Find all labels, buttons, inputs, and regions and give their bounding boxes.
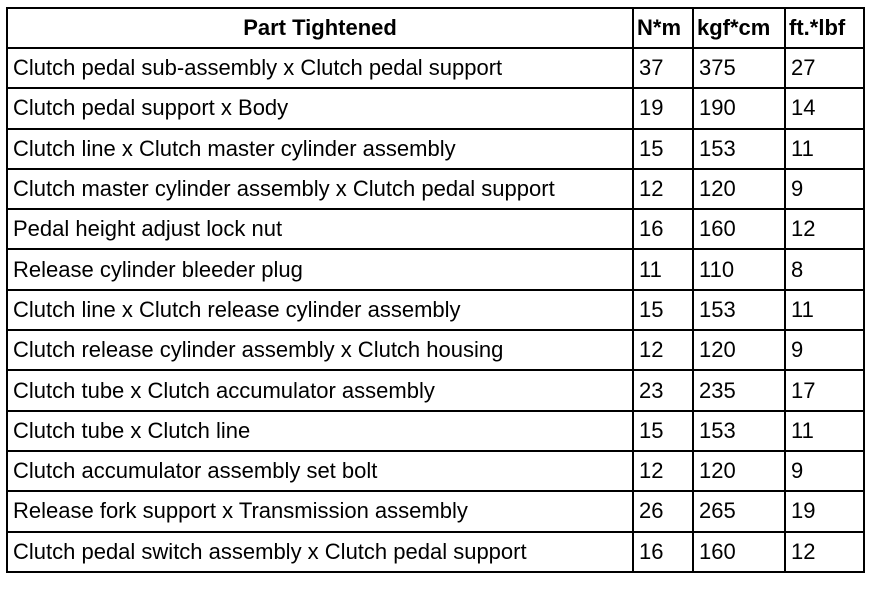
- table-row: [7, 532, 864, 572]
- table-row: [7, 411, 864, 451]
- ft-lbf-cell: 11: [785, 129, 864, 169]
- nm-cell: 12: [633, 330, 693, 370]
- table-row: [7, 209, 864, 249]
- kgf-cm-cell: 153: [693, 290, 785, 330]
- nm-cell: 26: [633, 491, 693, 531]
- header-ft-lbf: ft.*lbf: [785, 8, 864, 48]
- nm-cell: 16: [633, 209, 693, 249]
- part-cell: Clutch pedal sub-assembly x Clutch pedal support: [7, 48, 633, 88]
- part-cell: Release fork support x Transmission assembly: [7, 491, 633, 531]
- table-row: [7, 451, 864, 491]
- table-header: [7, 8, 864, 48]
- nm-cell: 11: [633, 249, 693, 289]
- nm-cell: 23: [633, 370, 693, 410]
- nm-cell: 15: [633, 411, 693, 451]
- ft-lbf-cell: 14: [785, 88, 864, 128]
- part-cell: Clutch pedal support x Body: [7, 88, 633, 128]
- kgf-cm-cell: 110: [693, 249, 785, 289]
- part-cell: Release cylinder bleeder plug: [7, 249, 633, 289]
- part-cell: Clutch master cylinder assembly x Clutch pedal support: [7, 169, 633, 209]
- header-newton-meter: N*m: [633, 8, 693, 48]
- table-body: [7, 48, 864, 572]
- nm-cell: 12: [633, 451, 693, 491]
- table-row: [7, 169, 864, 209]
- part-cell: Clutch line x Clutch master cylinder assembly: [7, 129, 633, 169]
- kgf-cm-cell: 120: [693, 169, 785, 209]
- nm-cell: 12: [633, 169, 693, 209]
- part-cell: Clutch pedal switch assembly x Clutch pedal support: [7, 532, 633, 572]
- kgf-cm-cell: 153: [693, 129, 785, 169]
- kgf-cm-cell: 375: [693, 48, 785, 88]
- kgf-cm-cell: 235: [693, 370, 785, 410]
- ft-lbf-cell: 12: [785, 532, 864, 572]
- part-cell: Clutch tube x Clutch line: [7, 411, 633, 451]
- part-cell: Clutch line x Clutch release cylinder assembly: [7, 290, 633, 330]
- kgf-cm-cell: 190: [693, 88, 785, 128]
- ft-lbf-cell: 11: [785, 411, 864, 451]
- part-cell: Clutch release cylinder assembly x Clutch housing: [7, 330, 633, 370]
- nm-cell: 19: [633, 88, 693, 128]
- ft-lbf-cell: 9: [785, 330, 864, 370]
- ft-lbf-cell: 12: [785, 209, 864, 249]
- ft-lbf-cell: 9: [785, 451, 864, 491]
- table-row: [7, 249, 864, 289]
- header-row: [7, 8, 864, 48]
- nm-cell: 37: [633, 48, 693, 88]
- table-row: [7, 491, 864, 531]
- kgf-cm-cell: 153: [693, 411, 785, 451]
- table-row: [7, 370, 864, 410]
- header-kgf-cm: kgf*cm: [693, 8, 785, 48]
- ft-lbf-cell: 17: [785, 370, 864, 410]
- nm-cell: 15: [633, 290, 693, 330]
- nm-cell: 15: [633, 129, 693, 169]
- ft-lbf-cell: 19: [785, 491, 864, 531]
- kgf-cm-cell: 265: [693, 491, 785, 531]
- table-row: [7, 88, 864, 128]
- nm-cell: 16: [633, 532, 693, 572]
- kgf-cm-cell: 120: [693, 451, 785, 491]
- ft-lbf-cell: 11: [785, 290, 864, 330]
- torque-spec-table: [6, 7, 865, 573]
- part-cell: Clutch accumulator assembly set bolt: [7, 451, 633, 491]
- part-cell: Clutch tube x Clutch accumulator assembly: [7, 370, 633, 410]
- ft-lbf-cell: 8: [785, 249, 864, 289]
- table-row: [7, 129, 864, 169]
- ft-lbf-cell: 9: [785, 169, 864, 209]
- table-row: [7, 48, 864, 88]
- part-cell: Pedal height adjust lock nut: [7, 209, 633, 249]
- kgf-cm-cell: 160: [693, 209, 785, 249]
- ft-lbf-cell: 27: [785, 48, 864, 88]
- kgf-cm-cell: 120: [693, 330, 785, 370]
- header-part-tightened: Part Tightened: [7, 8, 633, 48]
- table-row: [7, 290, 864, 330]
- table-row: [7, 330, 864, 370]
- kgf-cm-cell: 160: [693, 532, 785, 572]
